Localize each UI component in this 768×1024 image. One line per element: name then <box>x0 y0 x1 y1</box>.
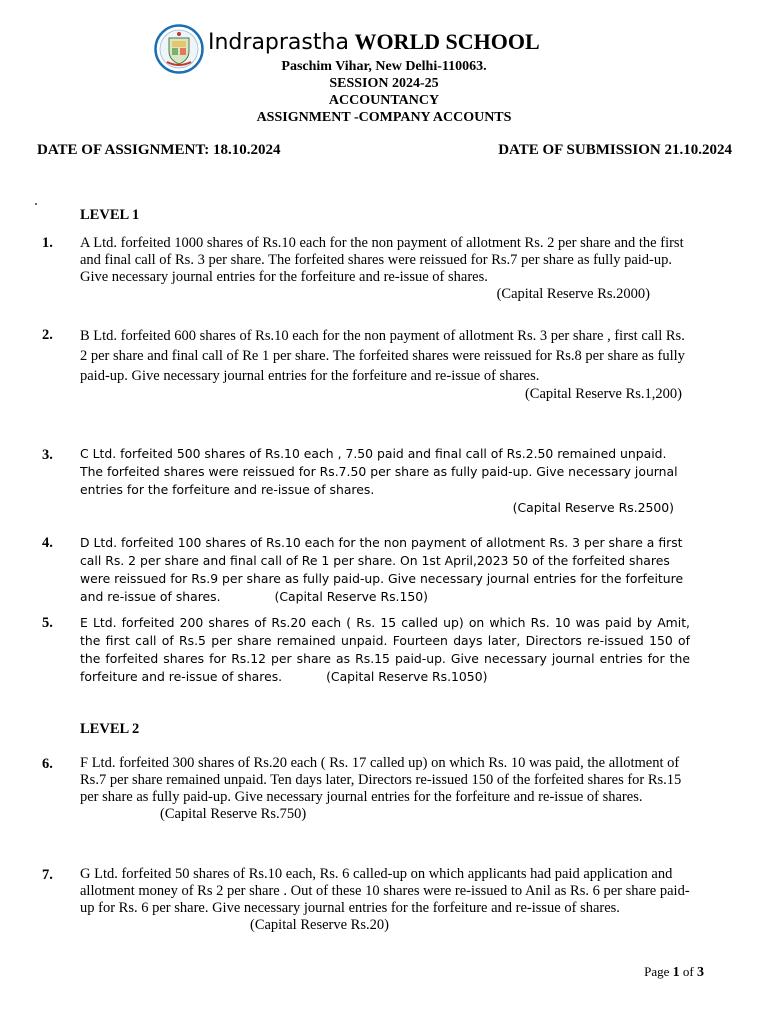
assignment-title: ASSIGNMENT -COMPANY ACCOUNTS <box>256 110 512 125</box>
question-1 <box>80 235 690 303</box>
question-text: F Ltd. forfeited 300 shares of Rs.20 each ( Rs. 17 called up) on which Rs. 10 was paid, the allotment of Rs.7 per share remained unpaid. Ten days later, Directors re-issued 150 of the forfeited shares for Rs.15 per share as fully paid-up. Give necessary journal entries for the forfeiture and re-issue of shares. <box>80 755 682 805</box>
question-text: E Ltd. forfeited 200 shares of Rs.20 each ( Rs. 15 called up) on which Rs. 10 was paid by Amit, the first call of Rs.5 per share remained unpaid. Fourteen days later, Directors re-issued 150 of the forfeited shares for Rs.12 per share as Rs.15 paid-up. Give necessary journal entries for the forfeiture and re-issue of shares. <box>80 615 690 684</box>
question-number: 1. <box>42 235 53 251</box>
question-answer: (Capital Reserve Rs.750) <box>160 806 307 822</box>
question-7 <box>80 866 690 934</box>
question-number: 3. <box>42 447 53 463</box>
question-answer: (Capital Reserve Rs.1,200) <box>524 386 682 402</box>
school-name <box>208 31 540 54</box>
level-1-heading: LEVEL 1 <box>80 207 140 223</box>
question-text: A Ltd. forfeited 1000 shares of Rs.10 each for the non payment of allotment Rs. 2 per share and the first and final call of Rs. 3 per share. The forfeited shares were reissued for Rs.7 per share as fully paid-up. Give necessary journal entries for the forfeiture and re-issue of shares. <box>80 235 684 285</box>
page-number: 1 <box>672 965 680 980</box>
question-number: 6. <box>42 756 53 772</box>
question-3 <box>80 445 690 517</box>
question-answer: (Capital Reserve Rs.20) <box>250 917 389 933</box>
date-of-submission: DATE OF SUBMISSION 21.10.2024 <box>498 142 732 158</box>
page-indicator <box>644 964 704 981</box>
question-answer: (Capital Reserve Rs.1050) <box>326 669 488 684</box>
school-name-suffix: WORLD SCHOOL <box>354 29 540 54</box>
question-5 <box>80 614 690 686</box>
question-text: G Ltd. forfeited 50 shares of Rs.10 each, Rs. 6 called-up on which applicants had paid application and allotment money of Rs 2 per share . Out of these 10 shares were re-issued to Anil as Rs. 6 per share paid-up for Rs. 6 per share. Give necessary journal entries for the forfeiture and re-issue of shares. <box>80 866 690 916</box>
question-text: B Ltd. forfeited 600 shares of Rs.10 each for the non payment of allotment Rs. 3 per share , first call Rs. 2 per share and final call of Re 1 per share. The forfeited shares were reissued for Rs.8 per share as fully paid-up. Give necessary journal entries for the forfeiture and re-issue of shares. <box>80 328 685 384</box>
question-number: 2. <box>42 327 53 343</box>
question-number: 4. <box>42 535 53 551</box>
question-2 <box>80 326 690 403</box>
question-number: 7. <box>42 867 53 883</box>
question-text: C Ltd. forfeited 500 shares of Rs.10 each , 7.50 paid and final call of Rs.2.50 remained unpaid. The forfeited shares were reissued for Rs.7.50 per share as fully paid-up. Give necessary journal entries for the forfeiture and re-issue of shares. <box>80 446 678 497</box>
stray-mark <box>35 203 37 205</box>
question-answer: (Capital Reserve Rs.150) <box>274 589 428 604</box>
question-text: D Ltd. forfeited 100 shares of Rs.10 each for the non payment of allotment Rs. 3 per share a first call Rs. 2 per share and final call of Re 1 per share. On 1st April,2023 50 of the forfeited shares were reissued for Rs.9 per share as fully paid-up. Give necessary journal entries for the forfeiture and re-issue of shares. <box>80 535 684 604</box>
question-6 <box>80 755 690 823</box>
subject: ACCOUNTANCY <box>328 93 440 108</box>
level-2-heading: LEVEL 2 <box>80 721 140 737</box>
page-label: Page <box>644 964 670 979</box>
of-label: of <box>682 964 694 979</box>
school-name-prefix: Indraprastha <box>208 30 349 55</box>
total-pages: 3 <box>697 965 704 980</box>
question-number: 5. <box>42 615 53 631</box>
question-answer: (Capital Reserve Rs.2000) <box>496 286 650 302</box>
school-address: Paschim Vihar, New Delhi-110063. <box>281 59 487 74</box>
question-4 <box>80 534 690 606</box>
session: SESSION 2024-25 <box>329 76 439 91</box>
date-of-assignment: DATE OF ASSIGNMENT: 18.10.2024 <box>37 142 281 158</box>
question-answer: (Capital Reserve Rs.2500) <box>512 500 674 515</box>
